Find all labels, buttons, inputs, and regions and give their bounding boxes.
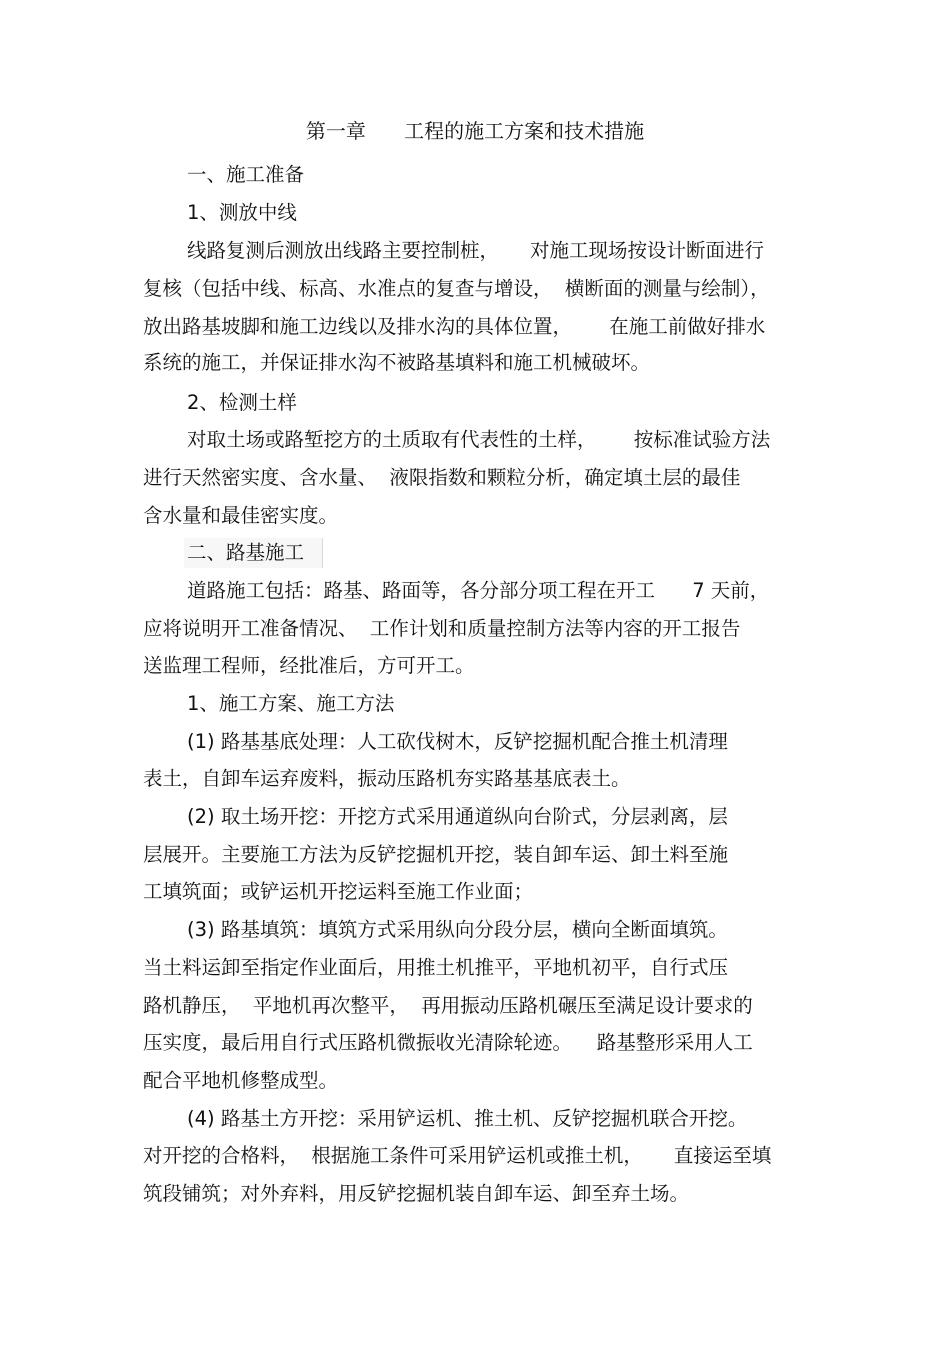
subsection-heading: 1、施工方案、施工方法 [187, 692, 395, 715]
paragraph-line: 配合平地机修整成型。 [143, 1069, 339, 1092]
paragraph-line: 对开挖的合格料， 根据施工条件可采用铲运机或推土机， 直接运至填 [143, 1144, 772, 1167]
paragraph-line: 应将说明开工准备情况、 工作计划和质量控制方法等内容的开工报告 [143, 617, 741, 640]
paragraph-line: (3) 路基填筑：填筑方式采用纵向分段分层，横向全断面填筑。 [187, 918, 728, 941]
paragraph-line: (1) 路基基底处理：人工砍伐树木，反铲挖掘机配合推土机清理 [187, 730, 728, 753]
page-title: 第一章 工程的施工方案和技术措施 [305, 119, 645, 143]
subsection-heading: 1、测放中线 [187, 201, 297, 224]
paragraph-line: (2) 取土场开挖：开挖方式采用通道纵向台阶式，分层剥离，层 [187, 805, 728, 828]
paragraph-line: 当土料运卸至指定作业面后，用推土机推平，平地机初平，自行式压 [143, 956, 729, 979]
paragraph-line: 道路施工包括：路基、路面等，各分部分项工程在开工 7 天前， [187, 579, 770, 602]
section-heading: 二、路基施工 [187, 541, 305, 564]
paragraph-line: 工填筑面；或铲运机开挖运料至施工作业面； [143, 880, 534, 903]
paragraph-line: 表土，自卸车运弃废料，振动压路机夯实路基基底表土。 [143, 767, 631, 790]
paragraph-line: 送监理工程师，经批准后，方可开工。 [143, 654, 475, 677]
paragraph-line: 线路复测后测放出线路主要控制桩， 对施工现场按设计断面进行 [187, 239, 764, 262]
paragraph-line: 进行天然密实度、含水量、 液限指数和颗粒分析，确定填土层的最佳 [143, 466, 741, 489]
paragraph-line: 放出路基坡脚和施工边线以及排水沟的具体位置， 在施工前做好排水 [143, 315, 766, 338]
paragraph-line: 路机静压， 平地机再次整平， 再用振动压路机碾压至满足设计要求的 [143, 994, 753, 1017]
subsection-heading: 2、检测土样 [187, 391, 297, 414]
paragraph-line: 层展开。主要施工方法为反铲挖掘机开挖，装自卸车运、卸土料至施 [143, 843, 729, 866]
paragraph-line: (4) 路基土方开挖：采用铲运机、推土机、反铲挖掘机联合开挖。 [187, 1107, 748, 1130]
section-heading: 一、施工准备 [187, 163, 305, 186]
paragraph-line: 对取土场或路堑挖方的土质取有代表性的土样， 按标准试验方法 [187, 428, 771, 451]
paragraph-line: 系统的施工，并保证排水沟不被路基填料和施工机械破坏。 [143, 351, 651, 374]
paragraph-line: 复核（包括中线、标高、水准点的复查与增设， 横断面的测量与绘制）， [143, 277, 770, 300]
paragraph-line: 筑段铺筑；对外弃料，用反铲挖掘机装自卸车运、卸至弃土场。 [143, 1182, 690, 1205]
paragraph-line: 压实度，最后用自行式压路机微振收光清除轮迹。 路基整形采用人工 [143, 1031, 753, 1054]
paragraph-line: 含水量和最佳密实度。 [143, 504, 339, 527]
